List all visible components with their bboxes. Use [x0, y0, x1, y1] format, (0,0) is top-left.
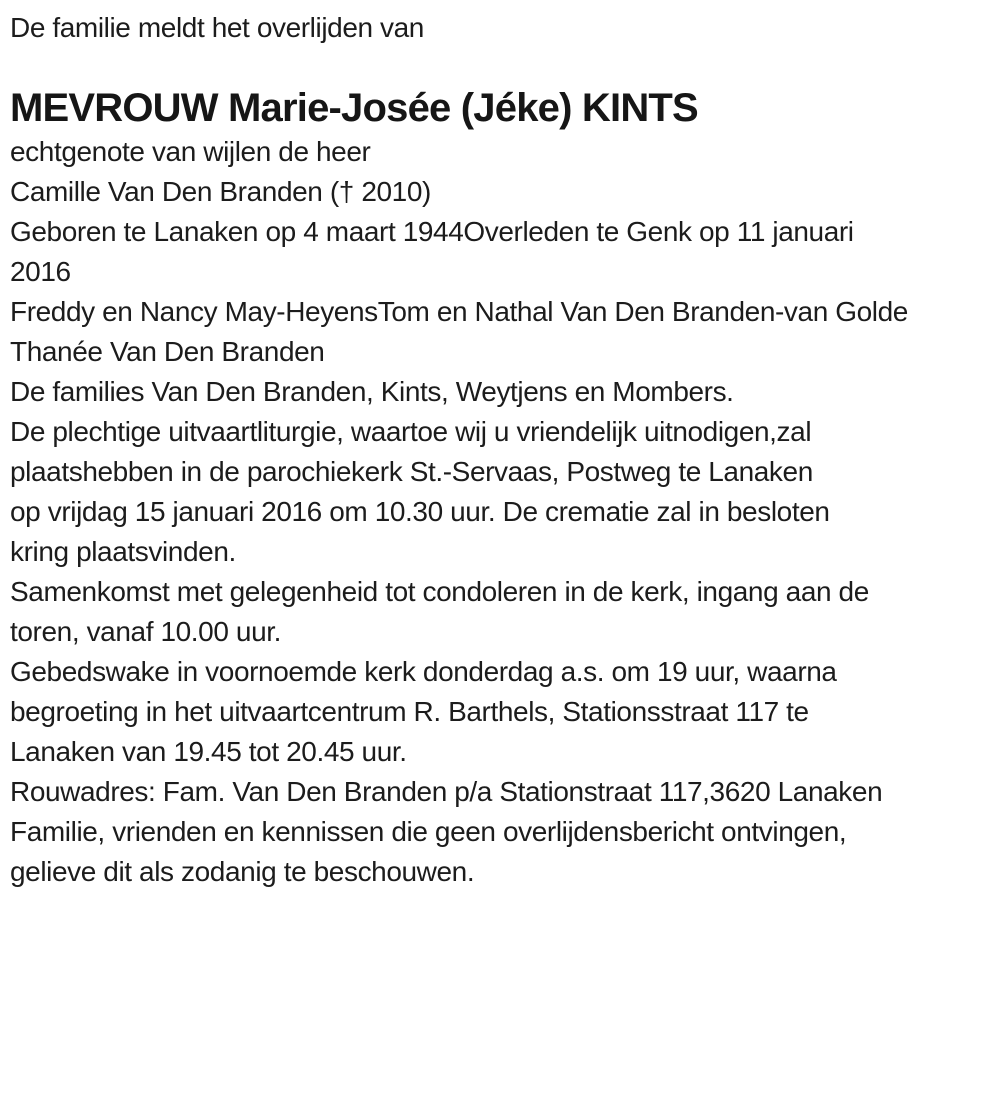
ceremony-line: kring plaatsvinden. — [10, 536, 236, 567]
life-dates-paragraph — [10, 212, 990, 292]
spouse-line: Camille Van Den Branden († 2010) — [10, 176, 431, 207]
ceremony-line: plaatshebben in de parochiekerk St.-Servaas, Postweg te Lanaken — [10, 456, 813, 487]
closing-line: gelieve dit als zodanig te beschouwen. — [10, 856, 475, 887]
ceremony-paragraph — [10, 412, 990, 772]
closing-paragraph — [10, 812, 990, 892]
ceremony-line: op vrijdag 15 januari 2016 om 10.30 uur. De crematie zal in besloten — [10, 496, 830, 527]
intro-line: De familie meldt het overlijden van — [10, 12, 424, 43]
spouse-paragraph — [10, 132, 990, 212]
ceremony-line: begroeting in het uitvaartcentrum R. Barthels, Stationsstraat 117 te — [10, 696, 809, 727]
mourning-address-line: Rouwadres: Fam. Van Den Branden p/a Stationstraat 117,3620 Lanaken — [10, 776, 883, 807]
mourning-address-paragraph — [10, 772, 990, 812]
ceremony-line: De plechtige uitvaartliturgie, waartoe wij u vriendelijk uitnodigen,zal — [10, 416, 812, 447]
ceremony-line: Lanaken van 19.45 tot 20.45 uur. — [10, 736, 407, 767]
spouse-line: echtgenote van wijlen de heer — [10, 136, 371, 167]
life-dates-line: 2016 — [10, 256, 71, 287]
deceased-name-heading: MEVROUW Marie-Josée (Jéke) KINTS — [10, 86, 698, 130]
family-line: Thanée Van Den Branden — [10, 336, 325, 367]
ceremony-line: toren, vanaf 10.00 uur. — [10, 616, 282, 647]
ceremony-line: Gebedswake in voornoemde kerk donderdag a.s. om 19 uur, waarna — [10, 656, 837, 687]
closing-line: Familie, vrienden en kennissen die geen overlijdensbericht ontvingen, — [10, 816, 847, 847]
family-paragraph — [10, 292, 990, 412]
family-line: De families Van Den Branden, Kints, Weytjens en Mombers. — [10, 376, 734, 407]
life-dates-line: Geboren te Lanaken op 4 maart 1944Overleden te Genk op 11 januari — [10, 216, 854, 247]
ceremony-line: Samenkomst met gelegenheid tot condoleren in de kerk, ingang aan de — [10, 576, 869, 607]
family-line: Freddy en Nancy May-HeyensTom en Nathal Van Den Branden-van Golde — [10, 296, 908, 327]
